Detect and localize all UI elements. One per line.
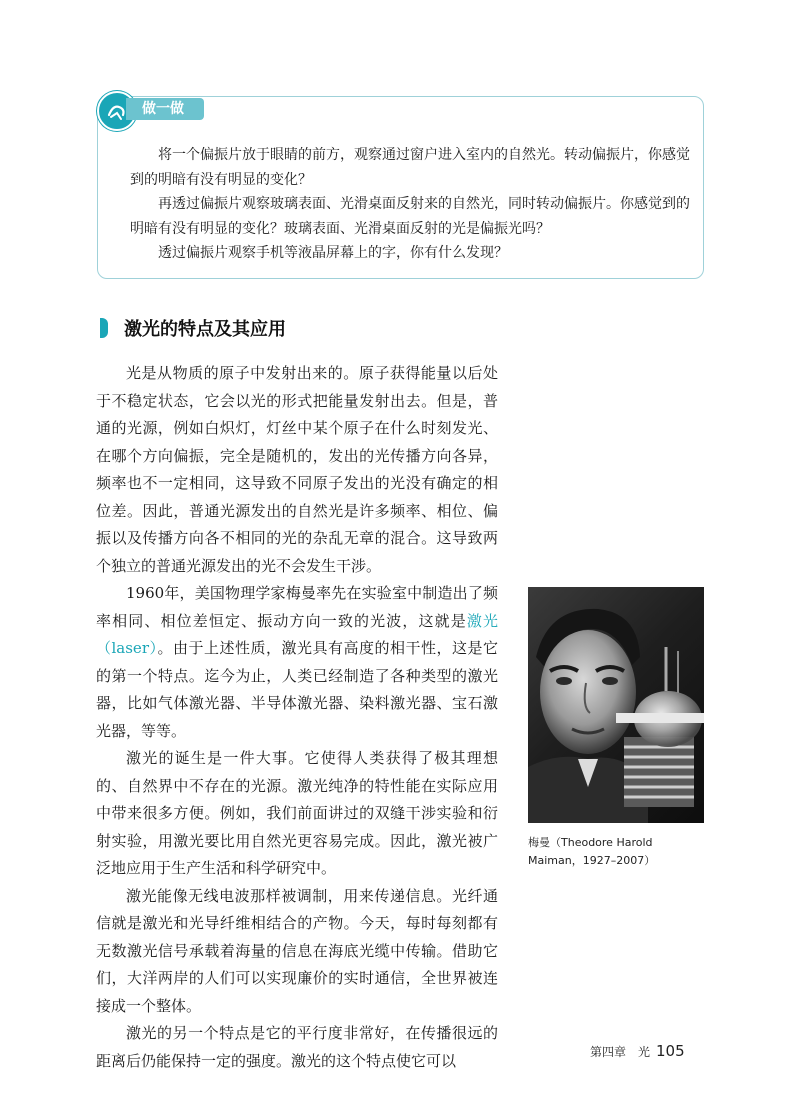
term-laser: 激光（laser） (96, 611, 498, 657)
activity-text (130, 143, 690, 266)
activity-paragraph: 再透过偏振片观察玻璃表面、光滑桌面反射来的自然光，同时转动偏振片。你感觉到的明暗有没有明显的变化？玻璃表面、光滑桌面反射的光是偏振光吗？ (130, 196, 690, 237)
body-text-run: 。由于上述性质，激光具有高度的相干性，这是它的第一个特点。迄今为止，人类已经制造了各种类型的激光器，比如气体激光器、半导体激光器、染料激光器、宝石激光器，等等。 (96, 639, 498, 740)
section-title: 激光的特点及其应用 (124, 319, 286, 340)
body-paragraph: 激光能像无线电波那样被调制，用来传递信息。光纤通信就是激光和光导纤维相结合的产物。今天，每时每刻都有无数激光信号承载着海量的信息在海底光缆中传输。借助它们，大洋两岸的人们可以实现廉价的实时通信，全世界被连接成一个整体。 (96, 886, 498, 1015)
activity-tag: 做一做 (126, 98, 204, 120)
activity-paragraph: 透过偏振片观察手机等液晶屏幕上的字，你有什么发现？ (158, 245, 508, 261)
body-paragraph: 光是从物质的原子中发射出来的。原子获得能量以后处于不稳定状态，它会以光的形式把能量发射出去。但是，普通的光源，例如白炽灯，灯丝中某个原子在什么时刻发光、在哪个方向偏振，完全是随机的，发出的光传播方向各异，频率也不一定相同，这导致不同原子发出的光没有确定的相位差。因此，普通光源发出的自然光是许多频率、相位、偏振以及传播方向各不相同的光的杂乱无章的混合。这导致两个独立的普通光源发出的光不会发生干涉。 (96, 364, 498, 575)
body-paragraph: 激光的另一个特点是它的平行度非常好，在传播很远的距离后仍能保持一定的强度。激光的这个特点使它可以 (96, 1024, 498, 1070)
chapter-label: 第四章 光 (590, 1045, 651, 1059)
maiman-photo (528, 587, 704, 823)
section-marker (100, 318, 108, 338)
body-text-run: 1960年，美国物理学家梅曼率先在实验室中制造出了频率相同、相位差恒定、振动方向一致的光波，这就是 (96, 584, 498, 630)
body-paragraph: 激光的诞生是一件大事。它使得人类获得了极其理想的、自然界中不存在的光源。激光纯净的特性能在实际应用中带来很多方便。例如，我们前面讲过的双缝干涉实验和衍射实验，用激光要比用自然光更容易完成。因此，激光被广泛地应用于生产生活和科学研究中。 (96, 749, 498, 877)
page-number: 105 (656, 1042, 685, 1060)
body-paragraph (96, 580, 498, 745)
photo-caption: 梅曼（Theodore Harold Maiman，1927–2007） (528, 836, 656, 867)
activity-paragraph: 将一个偏振片放于眼睛的前方，观察通过窗户进入室内的自然光。转动偏振片，你感觉到的明暗有没有明显的变化？ (130, 147, 690, 188)
body-text (96, 360, 498, 1075)
page-footer (590, 1042, 685, 1060)
